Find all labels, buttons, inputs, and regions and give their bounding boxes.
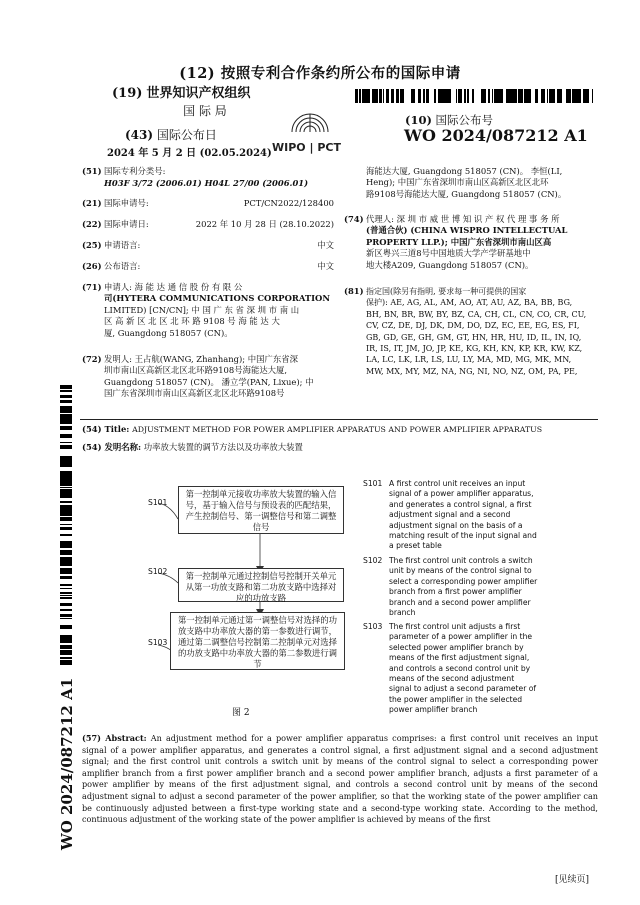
- legend-line: unit by means of the control signal to: [389, 566, 532, 576]
- abstract-block: [82, 733, 598, 826]
- biblio-line: GB, GD, GE, GH, GM, GT, HN, HR, HU, ID, IL, IN, IQ,: [366, 332, 582, 342]
- pubdate-value: 2024 年 5 月 2 日 (02.05.2024): [107, 148, 272, 159]
- legend-line: and generates a control signal, a first: [389, 499, 532, 509]
- top-barcode: [355, 89, 598, 103]
- biblio-label: 申请语言:: [104, 240, 141, 250]
- abstract-text: An adjustment method for a power amplifier apparatus comprises: a first control unit receives an input signal of a power amplifier apparatus, and generates a control signal, a first adjustment signal and a second adjustment signal; and the first control unit controls a switch unit by means of the control signal to select a corresponding power amplifier branch from a first power amplifier branch and a second power amplifier branch, adjusts a first parameter of a power amplifier by means of the first adjustment signal, and controls a second control unit by means of the second adjustment signal to adjust a second parameter of the power amplifier, so that the working state of the power amplifier can be continuously adjusted between a first-type working state and a second-type working state. According to the method, continuous adjustment of the working state of the power amplifier is achieved by means of the first: [82, 733, 598, 825]
- biblio-line: 路9108号海能达大厦, Guangdong 518057 (CN)。: [366, 188, 567, 199]
- title-en-code: (54) Title:: [82, 424, 130, 434]
- title-en: ADJUSTMENT METHOD FOR POWER AMPLIFIER APPARATUS AND POWER AMPLIFIER APPARATUS: [132, 425, 543, 434]
- legend-line: parameter of a power amplifier in the: [389, 632, 533, 642]
- title-zh-code: (54) 发明名称:: [82, 442, 142, 452]
- biblio-line: LA, LC, LK, LR, LS, LU, LY, MA, MD, MG, MK, MN,: [366, 355, 572, 365]
- biblio-line: 地大楼A209, Guangdong 518057 (CN)。: [366, 259, 534, 270]
- biblio-code: (22): [82, 219, 102, 229]
- legend-id: S103: [363, 622, 383, 631]
- biblio-ipc: H03F 3/72 (2006.01) H04L 27/00 (2006.01): [104, 178, 309, 188]
- continuation-note: [见续页]: [555, 875, 590, 885]
- separator-rule: [80, 419, 598, 420]
- biblio-value: 中文: [317, 261, 334, 271]
- biblio-code: (51): [82, 166, 102, 176]
- biblio-line: LIMITED) [CN/CN]; 中 国 广 东 省 深 圳 市 南 山: [104, 304, 300, 315]
- pubno-value: WO 2024/087212 A1: [404, 126, 588, 145]
- biblio-line: 区 高 新 区 北 区 北 环 路 9108 号 海 能 达 大: [104, 316, 280, 327]
- biblio-51: [82, 166, 334, 192]
- biblio-right: [344, 166, 596, 382]
- step-label-s102: S102: [148, 567, 168, 576]
- flow-box-s103: 第一控制单元通过第一调整信号对选择的功放支路中功率放大器的第一参数进行调节，通过第二调整信号控制第二控制单元对选择的功放支路中功率放大器的第二参数进行调节: [170, 612, 345, 670]
- biblio-line: 司(HYTERA COMMUNICATIONS CORPORATION: [104, 293, 330, 304]
- figure-caption: 图 2: [232, 708, 250, 718]
- side-barcode: [60, 385, 72, 665]
- biblio-72: [82, 354, 334, 404]
- biblio-21: [82, 198, 334, 219]
- document-title: (12) 按照专利合作条约所公布的国际申请: [179, 65, 461, 82]
- legend-line: signal to adjust a second parameter of: [389, 684, 537, 694]
- legend-line: adjustment signal on the basis of a: [389, 520, 523, 530]
- pubdate-code: (43): [125, 128, 154, 142]
- biblio-72-cont: [344, 166, 596, 214]
- biblio-label: 公布语言:: [104, 261, 141, 271]
- biblio-22: [82, 219, 334, 240]
- biblio-code: (72): [82, 354, 102, 364]
- legend-s103: [363, 622, 588, 718]
- biblio-26: [82, 261, 334, 282]
- biblio-value: PCT/CN2022/128400: [243, 198, 334, 208]
- biblio-line: Guangdong 518057 (CN)。 潘立学(PAN, Lixue); 中: [104, 376, 314, 387]
- biblio-line: PROPERTY LLP.); 中国广东省深圳市南山区高: [366, 236, 552, 247]
- legend-line: and controls a second control unit by: [389, 663, 531, 673]
- legend-line: means of the first adjustment signal,: [389, 653, 530, 663]
- legend-s102: [363, 556, 588, 620]
- step-label-s103: S103: [148, 638, 168, 647]
- org-block: [112, 86, 251, 101]
- biblio-line: MW, MX, MY, MZ, NA, NG, NI, NO, NZ, OM, PA, PE,: [366, 366, 578, 376]
- legend-line: power amplifier branch: [389, 705, 478, 715]
- pubno-code: (10): [405, 113, 432, 127]
- biblio-code: (81): [344, 286, 364, 296]
- legend-line: the power amplifier in the selected: [389, 694, 523, 704]
- biblio-value: 中文: [317, 240, 334, 250]
- legend-line: signal of a power amplifier apparatus,: [389, 489, 534, 499]
- side-pubno: WO 2024/087212 A1: [58, 677, 76, 851]
- pubno-label: 国际公布号: [435, 113, 494, 127]
- legend-line: The first control unit controls a switch: [389, 556, 533, 565]
- biblio-74: [344, 214, 596, 286]
- biblio-line: BH, BN, BR, BW, BY, BZ, CA, CH, CL, CN, CO, CR, CU,: [366, 309, 587, 319]
- org-name: 世界知识产权组织: [146, 86, 251, 101]
- legend-s101: [363, 479, 588, 559]
- biblio-line: 国广东省深圳市南山区高新区北区北环路9108号: [104, 388, 285, 399]
- biblio-line: (普通合伙) (CHINA WISPRO INTELLECTUAL: [366, 225, 568, 236]
- biblio-value: 2022 年 10 月 28 日 (28.10.2022): [195, 219, 334, 229]
- biblio-line: Heng); 中国广东省深圳市南山区高新区北区北环: [366, 177, 549, 188]
- biblio-line: 新区粤兴三道8号中国地质大学产学研基地中: [366, 248, 531, 259]
- biblio-label: 国际专利分类号:: [104, 166, 166, 176]
- org-bureau: 国 际 局: [183, 104, 227, 118]
- biblio-line: 发明人: 王占航(WANG, Zhanhang); 中国广东省深: [104, 354, 299, 364]
- org-code: (19): [112, 86, 143, 101]
- pubdate-label: 国际公布日: [156, 128, 217, 142]
- biblio-line: 海能达大厦, Guangdong 518057 (CN)。 李恒(LI,: [366, 166, 563, 176]
- legend-line: adjustment signal and a second: [389, 510, 511, 520]
- biblio-code: (26): [82, 261, 102, 271]
- biblio-line: 圳市南山区高新区北区北环路9108号海能达大厦,: [104, 365, 288, 376]
- legend-line: The first control unit adjusts a first: [389, 622, 521, 631]
- flow-box-s102: 第一控制单元通过控制信号控制开关单元从第一功放支路和第二功放支路中选择对应的功放支路: [178, 568, 344, 602]
- biblio-line: CV, CZ, DE, DJ, DK, DM, DO, DZ, EC, EE, EG, ES, FI,: [366, 321, 580, 331]
- biblio-line: 申请人: 海 能 达 通 信 股 份 有 限 公: [104, 282, 243, 292]
- step-label-s101: S101: [148, 498, 168, 507]
- biblio-code: (25): [82, 240, 102, 250]
- legend-line: matching result of the input signal and: [389, 531, 537, 541]
- biblio-25: [82, 240, 334, 261]
- biblio-line: 厦, Guangdong 518057 (CN)。: [104, 327, 233, 338]
- biblio-line: 保护): AE, AG, AL, AM, AO, AT, AU, AZ, BA, BB, BG,: [366, 298, 573, 308]
- legend-id: S101: [363, 479, 383, 488]
- legend-line: select a corresponding power amplifier: [389, 576, 538, 586]
- legend-line: branch from a first power amplifier: [389, 587, 522, 597]
- legend-line: a preset table: [389, 541, 442, 551]
- biblio-left: [82, 166, 334, 404]
- wipo-logo: [270, 110, 370, 155]
- biblio-71: [82, 282, 334, 354]
- biblio-label: 国际申请号:: [104, 198, 149, 208]
- biblio-81: [344, 286, 596, 382]
- legend-id: S102: [363, 556, 383, 565]
- biblio-line: IR, IS, IT, JM, JO, JP, KE, KG, KH, KN, KP, KR, KW, KZ,: [366, 344, 583, 354]
- title-zh-line: [82, 442, 602, 453]
- flow-box-s101: 第一控制单元接收功率放大装置的输入信号，基于输入信号与预设表的匹配结果，产生控制信号、第一调整信号和第二调整信号: [178, 486, 344, 534]
- abstract-code: (57) Abstract:: [82, 733, 147, 743]
- biblio-code: (21): [82, 198, 102, 208]
- biblio-line: 代理人: 深 圳 市 威 世 博 知 识 产 权 代 理 事 务 所: [366, 214, 560, 224]
- biblio-code: (71): [82, 282, 102, 292]
- legend-line: selected power amplifier branch by: [389, 642, 524, 652]
- legend-line: A first control unit receives an input: [389, 479, 526, 488]
- legend-line: means of the second adjustment: [389, 674, 515, 684]
- wipo-logo-text: WIPO | PCT: [272, 141, 341, 154]
- legend-line: branch: [389, 608, 416, 618]
- legend-line: branch and a second power amplifier: [389, 597, 531, 607]
- title-zh: 功率放大装置的调节方法以及功率放大装置: [143, 442, 303, 452]
- title-en-line: [82, 424, 602, 435]
- pubdate-block: [125, 126, 217, 143]
- biblio-label: 国际申请日:: [104, 219, 149, 229]
- biblio-code: (74): [344, 214, 364, 224]
- biblio-line: 指定国(除另有指明, 要求每一种可提供的国家: [366, 287, 527, 296]
